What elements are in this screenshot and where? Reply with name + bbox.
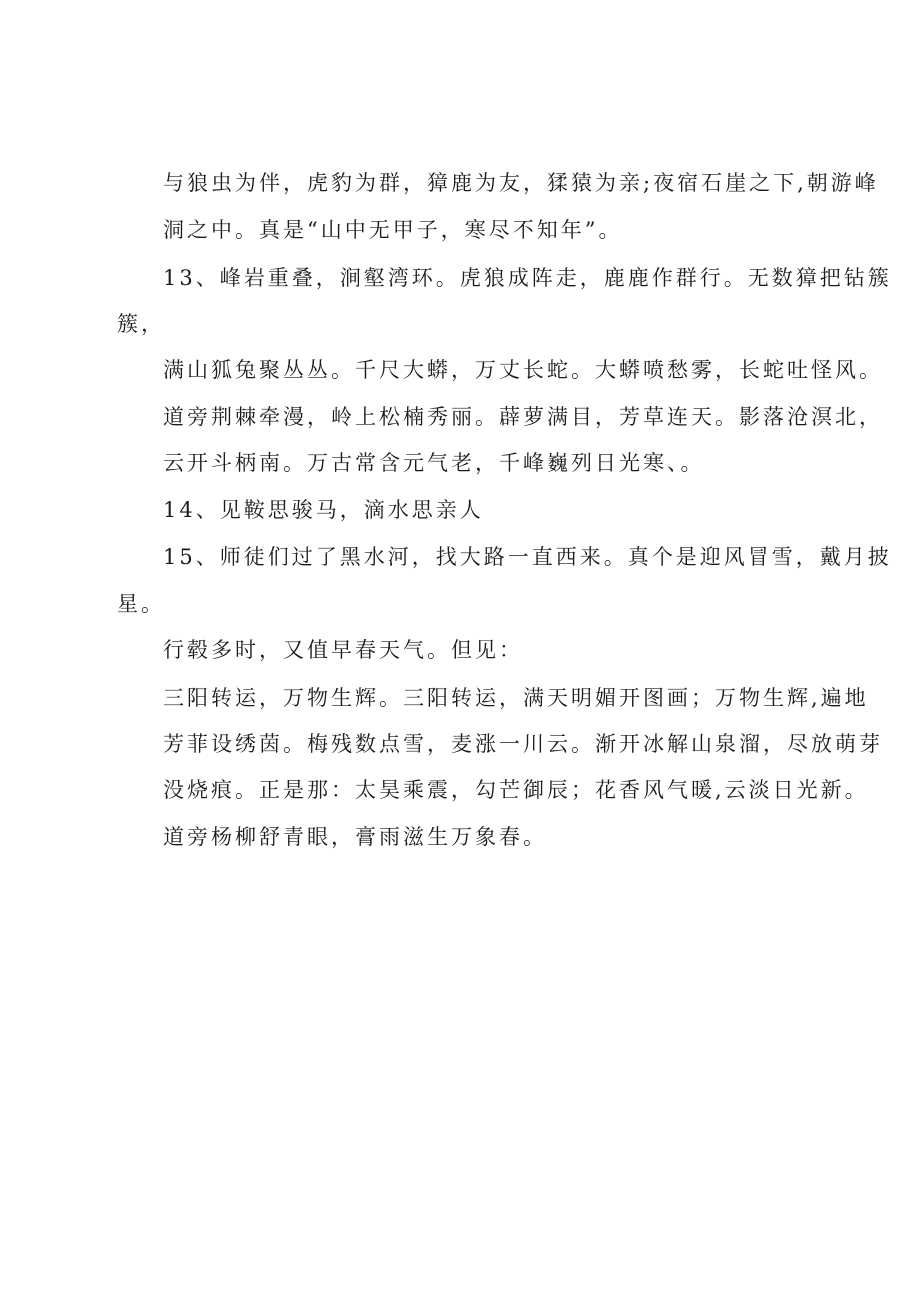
text-line: 与狼虫为伴，虎豹为群，獐鹿为友，猱猿为亲;夜宿石崖之下,朝游峰 [163, 171, 879, 195]
text-line: 没烧痕。正是那：太昊乘震，勾芒御辰；花香风气暖,云淡日光新。 [163, 778, 869, 802]
text-line: 洞之中。真是“山中无甲子，寒尽不知年”。 [163, 218, 623, 242]
text-line: 道旁杨柳舒青眼，膏雨滋生万象春。 [163, 825, 547, 849]
text-line: 云开斗柄南。万古常含元气老，千峰巍列日光寒、。 [163, 451, 705, 475]
text-line: 簇， [117, 312, 165, 336]
text-line: 13、峰岩重叠，涧壑湾环。虎狼成阵走，鹿鹿作群行。无数獐把钻簇 [163, 266, 892, 290]
text-line: 15、师徒们过了黑水河，找大路一直西来。真个是迎风冒雪，戴月披 [163, 545, 892, 569]
text-line: 满山狐兔聚丛丛。千尺大蟒，万丈长蛇。大蟒喷愁雾，长蛇吐怪风。 [163, 358, 883, 382]
text-line: 星。 [117, 592, 165, 616]
text-line: 道旁荆棘牵漫，岭上松楠秀丽。薜萝满目，芳草连天。影落沧溟北， [163, 405, 883, 429]
text-line: 芳菲设绣茵。梅残数点雪，麦涨一川云。渐开冰解山泉溜，尽放萌芽 [163, 732, 883, 756]
text-line: 行毂多时，又值早春天气。但见： [163, 638, 523, 662]
text-line: 14、见鞍思骏马，滴水思亲人 [163, 498, 484, 522]
text-line: 三阳转运，万物生辉。三阳转运，满天明媚开图画；万物生辉,遍地 [163, 686, 869, 710]
